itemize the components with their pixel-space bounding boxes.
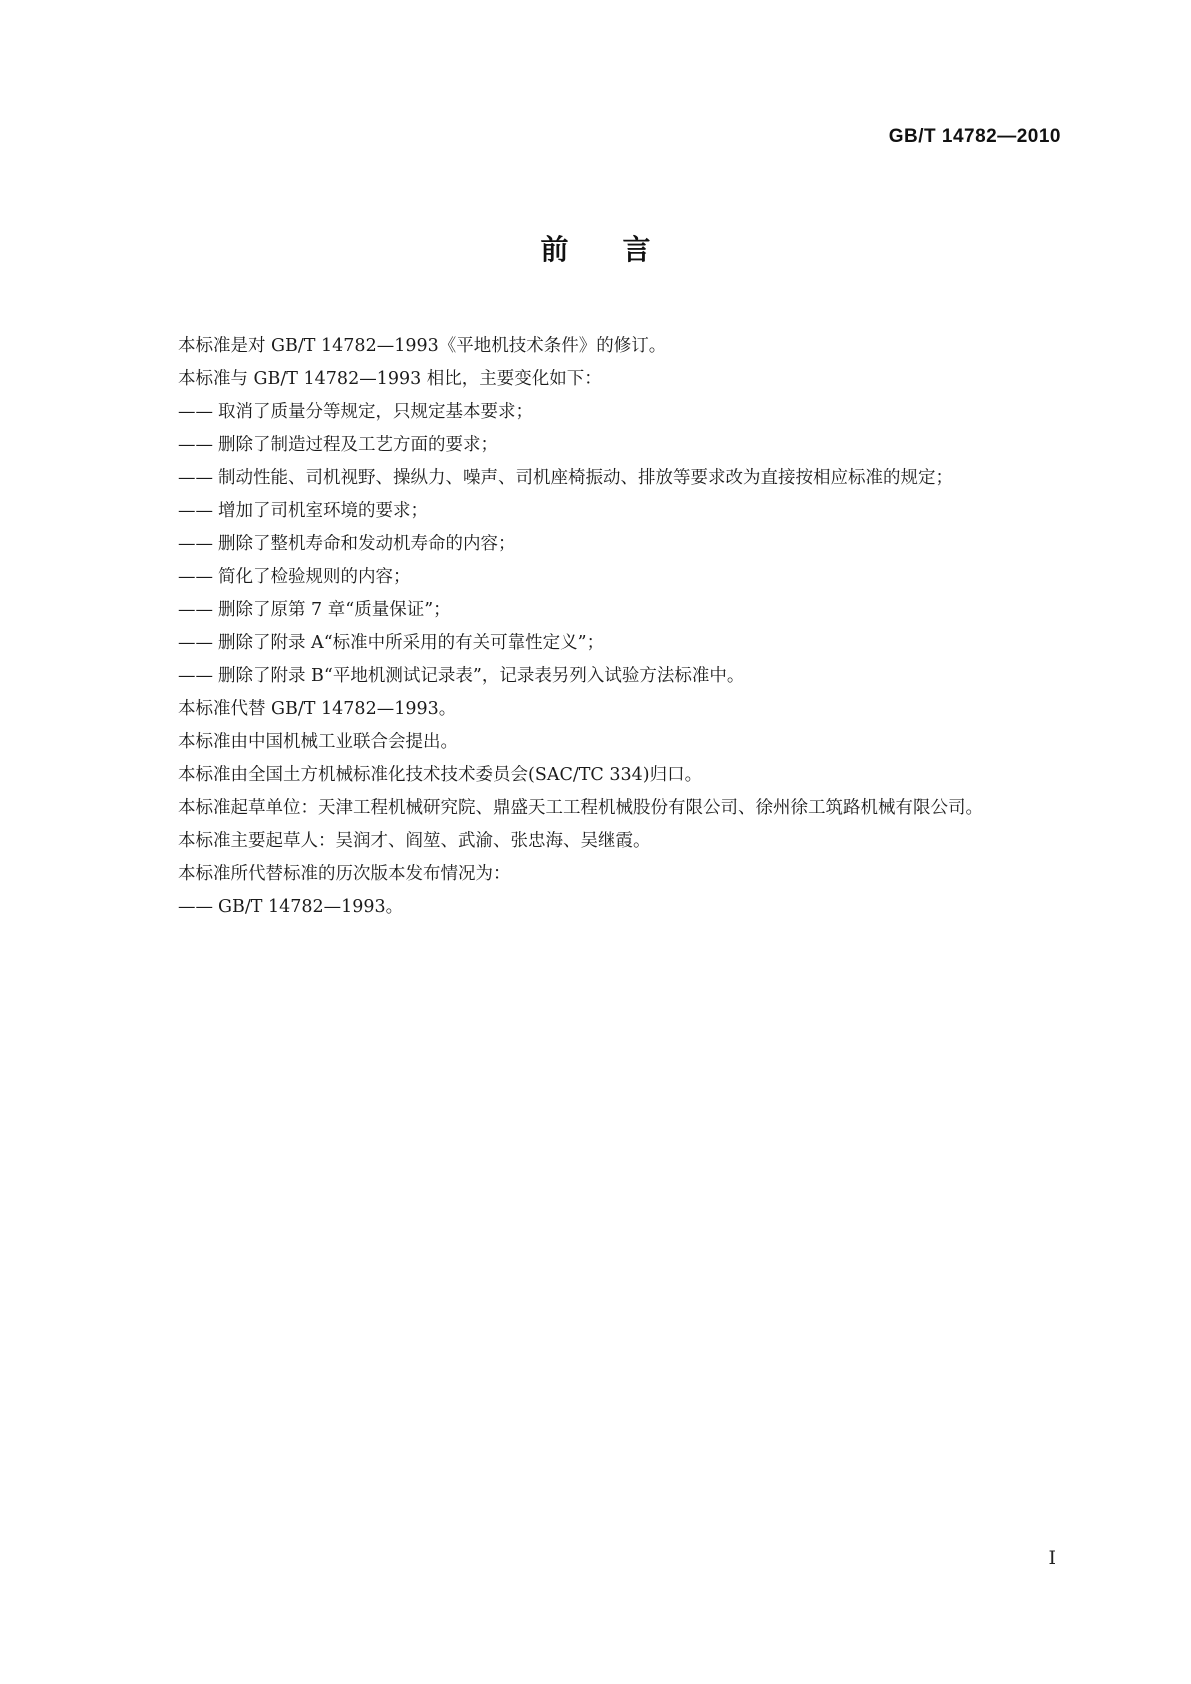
- change-text: 取消了质量分等规定，只规定基本要求；: [218, 402, 533, 422]
- dash-marker: ——: [178, 897, 213, 917]
- foreword-body: [136, 330, 1061, 924]
- change-text: 删除了附录 A“标准中所采用的有关可靠性定义”；: [218, 633, 605, 653]
- paragraph-proposed-by: 本标准由中国机械工业联合会提出。: [178, 732, 458, 752]
- change-text: 删除了制造过程及工艺方面的要求；: [218, 435, 498, 455]
- change-item: [136, 561, 1061, 594]
- change-text: 制动性能、司机视野、操纵力、噪声、司机座椅振动、排放等要求改为直接按相应标准的规定；: [218, 468, 953, 488]
- history-item: [136, 891, 1061, 924]
- change-text: 删除了整机寿命和发动机寿命的内容；: [218, 534, 516, 554]
- dash-marker: ——: [178, 633, 213, 653]
- dash-marker: ——: [178, 666, 213, 686]
- change-text: 简化了检验规则的内容；: [218, 567, 411, 587]
- page-title: 前言: [540, 233, 705, 266]
- change-item: [136, 528, 1061, 561]
- change-text: 增加了司机室环境的要求；: [218, 501, 428, 521]
- change-item: [136, 627, 1061, 660]
- paragraph-revision-note: 本标准是对 GB/T 14782—1993《平地机技术条件》的修订。: [178, 336, 667, 356]
- dash-marker: ——: [178, 435, 213, 455]
- history-text: GB/T 14782—1993。: [218, 897, 404, 917]
- paragraph-replaces: 本标准代替 GB/T 14782—1993。: [178, 699, 457, 719]
- change-item: [136, 462, 1061, 495]
- dash-marker: ——: [178, 534, 213, 554]
- change-text: 删除了原第 7 章“质量保证”；: [218, 600, 451, 620]
- dash-marker: ——: [178, 501, 213, 521]
- dash-marker: ——: [178, 567, 213, 587]
- paragraph-technical-committee: 本标准由全国土方机械标准化技术技术委员会(SAC/TC 334)归口。: [178, 765, 703, 785]
- dash-marker: ——: [178, 402, 213, 422]
- dash-marker: ——: [178, 600, 213, 620]
- change-item: [136, 594, 1061, 627]
- change-item: [136, 495, 1061, 528]
- standard-number: GB/T 14782—2010: [888, 126, 1061, 147]
- paragraph-drafting-organizations: 本标准起草单位：天津工程机械研究院、鼎盛天工工程机械股份有限公司、徐州徐工筑路机械有限公司。: [178, 798, 983, 818]
- change-item: [136, 660, 1061, 693]
- page-number: I: [1048, 1547, 1056, 1569]
- paragraph-version-history-intro: 本标准所代替标准的历次版本发布情况为：: [178, 864, 511, 884]
- dash-marker: ——: [178, 468, 213, 488]
- paragraph-changes-intro: 本标准与 GB/T 14782—1993 相比，主要变化如下：: [178, 369, 602, 389]
- change-item: [136, 396, 1061, 429]
- change-text: 删除了附录 B“平地机测试记录表”，记录表另列入试验方法标准中。: [218, 666, 745, 686]
- change-item: [136, 429, 1061, 462]
- paragraph-drafters: 本标准主要起草人：吴润才、阎堃、武渝、张忠海、吴继霞。: [178, 831, 651, 851]
